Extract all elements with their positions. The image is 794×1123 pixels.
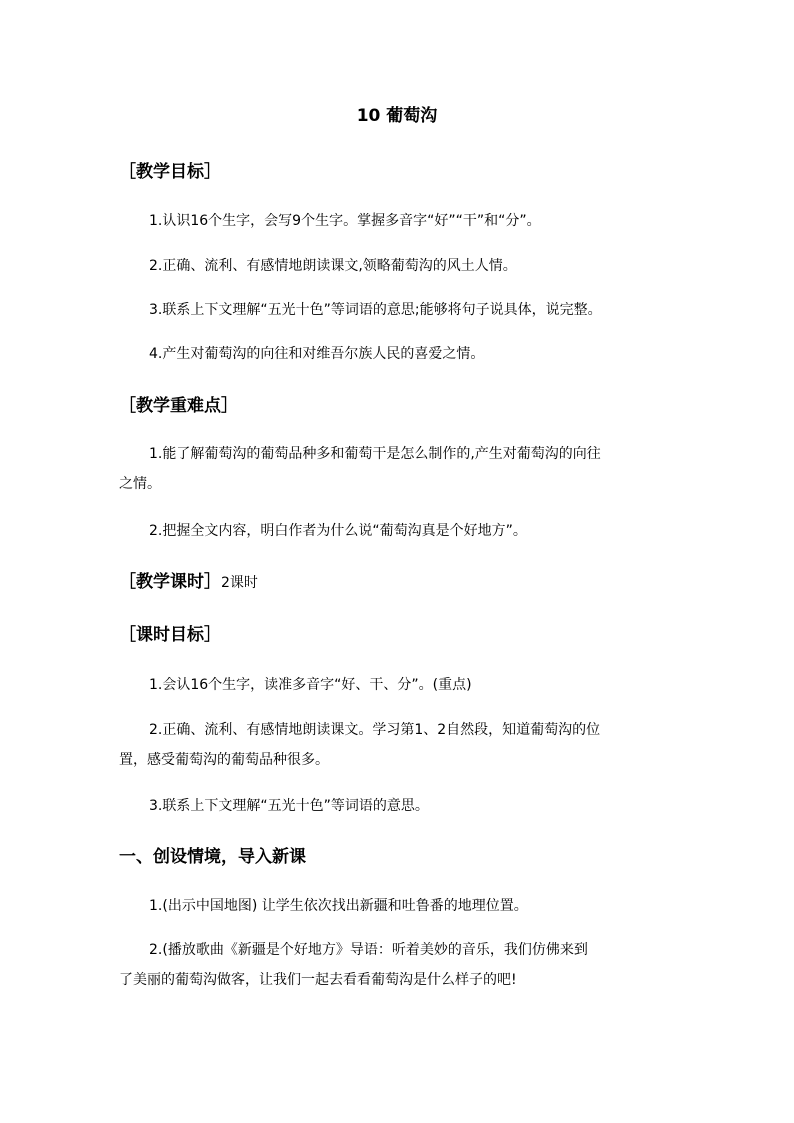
lesson-goal-line: 置，感受葡萄沟的葡萄品种很多。 [119, 752, 329, 768]
keypoint-line: 1.能了解葡萄沟的葡萄品种多和葡萄干是怎么制作的,产生对葡萄沟的向往 [149, 446, 601, 462]
lesson-goal-line: 2.正确、流利、有感情地朗读课文。学习第1、2自然段，知道葡萄沟的位 [149, 722, 601, 738]
part1-line: 了美丽的葡萄沟做客，让我们一起去看看葡萄沟是什么样子的吧! [119, 972, 517, 988]
goal-text: 4.产生对葡萄沟的向往和对维吾尔族人民的喜爱之情。 [149, 346, 485, 362]
page-title: 10 葡萄沟 [356, 106, 438, 126]
heading-teaching-goals: ［教学目标］ [119, 162, 221, 182]
keypoint-item-1 [119, 439, 679, 499]
part1-item-2 [119, 935, 679, 995]
part1-item-1 [119, 891, 679, 921]
part1-line: 2.(播放歌曲《新疆是个好地方》导语：听着美妙的音乐，我们仿佛来到 [149, 942, 588, 958]
part1-line: 1.(出示中国地图) 让学生依次找出新疆和吐鲁番的地理位置。 [149, 898, 528, 914]
lesson-goal-line: 1.会认16个生字，读准多音字“好、干、分”。(重点) [149, 677, 472, 693]
heading-lesson-goals: ［课时目标］ [119, 625, 221, 645]
lesson-goal-line: 3.联系上下文理解“五光十色”等词语的意思。 [149, 798, 429, 814]
heading-key-points: ［教学重难点］ [119, 396, 238, 416]
heading-class-hours [119, 570, 258, 595]
goal-item-4 [119, 339, 679, 369]
goal-text: 3.联系上下文理解“五光十色”等词语的意思;能够将句子说具体，说完整。 [149, 302, 602, 318]
goal-item-1 [119, 206, 679, 236]
lesson-goal-item-2 [119, 715, 679, 775]
class-hours-label: ［教学课时］ [119, 572, 221, 592]
keypoint-item-2 [119, 516, 679, 546]
keypoint-line: 2.把握全文内容，明白作者为什么说“葡萄沟真是个好地方”。 [149, 523, 527, 539]
lesson-goal-item-3 [119, 791, 679, 821]
goal-item-3 [119, 295, 679, 325]
goal-text: 2.正确、流利、有感情地朗读课文,领略葡萄沟的风土人情。 [149, 258, 517, 274]
keypoint-line: 之情。 [119, 476, 161, 492]
goal-item-2 [119, 251, 679, 281]
goal-text: 1.认识16个生字，会写9个生字。掌握多音字“好”“干”和“分”。 [149, 213, 541, 229]
heading-part-1: 一、创设情境，导入新课 [119, 847, 306, 867]
class-hours-value: 2课时 [221, 575, 258, 591]
lesson-goal-item-1 [119, 670, 679, 700]
